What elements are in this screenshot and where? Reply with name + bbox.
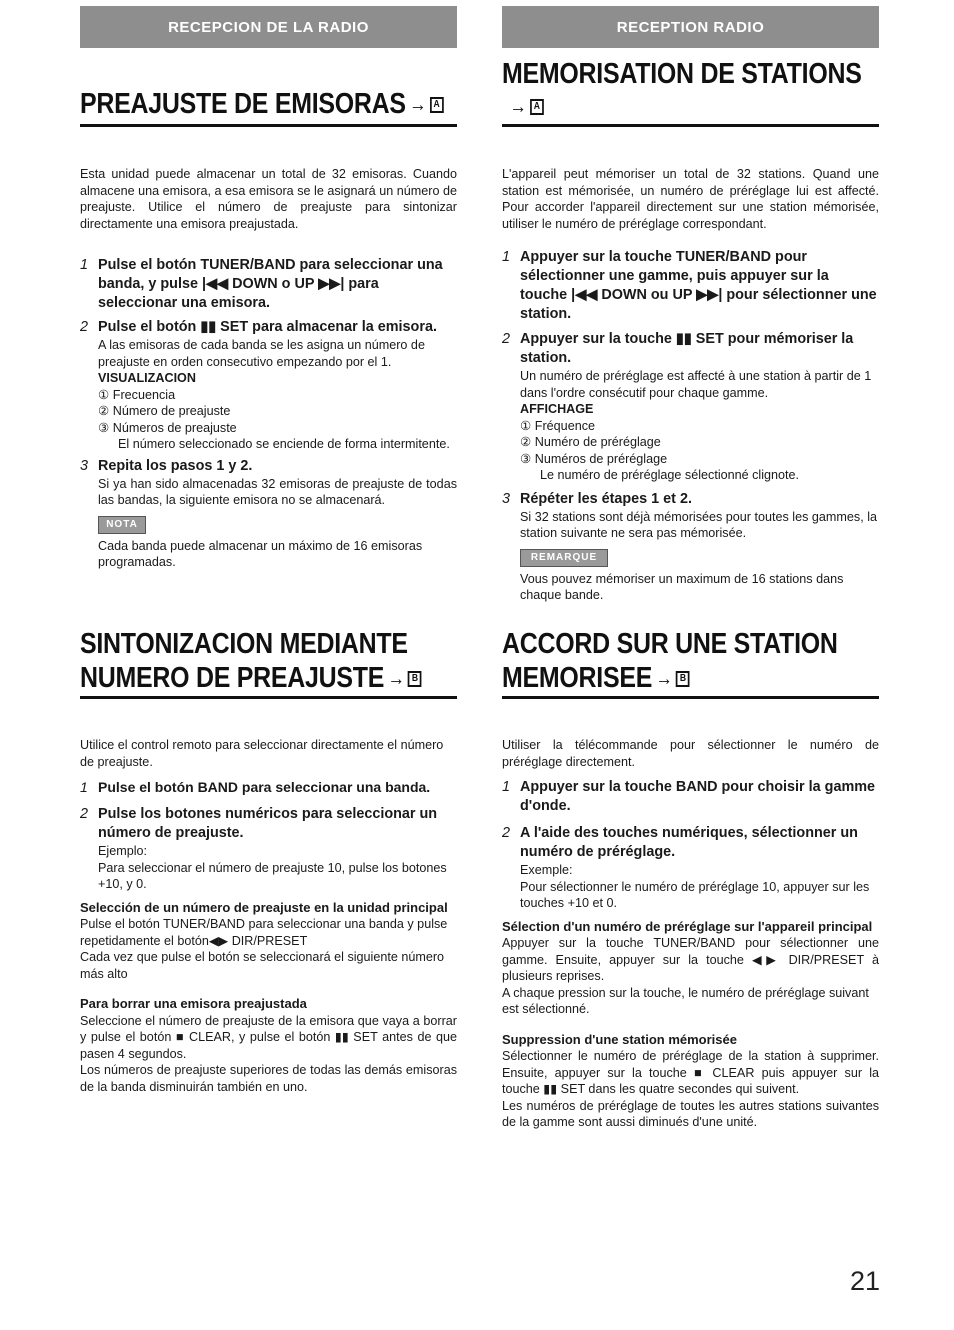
step-text: Pulse el botón ▮▮ SET para almacenar la emisora. [98, 319, 437, 335]
step-description: Si ya han sido almacenadas 32 emisoras de preajuste de todas las bandas, la siguiente emisora no se almacenará. [98, 476, 457, 507]
subheading: Selección de un número de preajuste en la unidad principal [80, 899, 448, 915]
banner-text: RECEPCION DE LA RADIO [168, 18, 369, 36]
arrow-icon: → [387, 668, 405, 691]
heading-text: MEMORISATION DE STATIONS [502, 58, 862, 90]
arrow-icon: → [655, 668, 673, 691]
heading-text: PREAJUSTE DE EMISORAS [80, 88, 406, 120]
display-item: ② Numéro de préréglage [520, 435, 661, 449]
step-description: A las emisoras de cada banda se les asigna un número de preajuste en orden consecutivo empezando por el 1. [98, 338, 425, 369]
step-number: 3 [502, 490, 511, 507]
intro-paragraph: Esta unidad puede almacenar un total de 32 emisoras. Cuando almacene una emisora, a esa emisora se le asignará un número de preajuste. Utilice el número de preajuste para sintonizar directamente una emisora preajustada. [80, 167, 457, 231]
arrow-icon: → [409, 94, 427, 117]
intro-paragraph: Utilice el control remoto para seleccionar directamente el número de preajuste. [80, 738, 444, 769]
paragraph: Appuyer sur la touche TUNER/BAND pour sélectionner une gamme. Ensuite, appuyer sur la touche ◀▶ DIR/PRESET à plusieurs reprises. [502, 936, 879, 983]
heading-memorisation-ref [506, 90, 544, 123]
display-item: ③ Números de preajuste [98, 420, 237, 435]
figure-ref-badge: A [530, 99, 544, 115]
example-text: Para seleccionar el número de preajuste 10, pulse los botones +10, y 0. [98, 860, 447, 891]
heading-text: SINTONIZACION MEDIANTE [80, 628, 408, 660]
banner-text: RECEPTION RADIO [616, 18, 765, 36]
arrow-icon: → [509, 96, 527, 119]
example-text: Pour sélectionner le numéro de préréglage 10, appuyer sur les touches +10 et 0. [520, 879, 870, 910]
heading-memorisation [502, 58, 862, 90]
step-1 [502, 778, 879, 816]
heading-text: ACCORD SUR UNE STATION [502, 628, 838, 660]
paragraph: Les numéros de préréglage de toutes les autres stations suivantes de la gamme sont aussi diminués d'une unité. [502, 1098, 879, 1129]
step-1 [502, 248, 879, 324]
paragraph: Seleccione el número de preajuste de la emisora que vaya a borrar y pulse el botón ■ CLEAR, y pulse el botón ▮▮ SET antes de que pasen 4 segundos. [80, 1013, 457, 1061]
step-2 [502, 330, 879, 368]
step-number: 1 [502, 249, 511, 265]
step-text: Pulse el botón BAND para seleccionar una banda. [98, 779, 431, 795]
note-label: NOTA [98, 516, 146, 534]
display-item: ③ Numéros de préréglage [520, 451, 668, 466]
fr-section2-body [502, 737, 879, 1131]
display-item: ② Número de preajuste [98, 404, 231, 418]
paragraph: Sélectionner le numéro de préréglage de la station à supprimer. Ensuite, appuyer sur la touche ■ CLEAR puis appuyer sur la touche ▮▮ SET dans les quatre secondes qui suivent. [502, 1049, 879, 1096]
subheading: Sélection d'un numéro de préréglage sur l'appareil principal [502, 918, 873, 934]
step-1 [80, 256, 457, 313]
fr-section1-body [502, 166, 879, 604]
display-item: ① Fréquence [520, 418, 595, 433]
step-text: Pulse los botones numéricos para seleccionar un número de preajuste. [98, 806, 438, 841]
step-2 [80, 318, 457, 337]
heading-sintonizacion-line2 [80, 662, 422, 695]
figure-ref-badge: A [430, 97, 444, 113]
step-text: Appuyer sur la touche TUNER/BAND pour sélectionner une gamme, puis appuyer sur la touche |◀◀ DOWN ou UP ▶▶| pour sélectionner une station. [520, 249, 877, 322]
figure-ref-badge: B [408, 671, 422, 687]
section-banner-es [80, 6, 457, 48]
display-note: Le numéro de préréglage sélectionné clignote. [540, 468, 800, 482]
section-banner-fr [502, 6, 879, 48]
paragraph: A chaque pression sur la touche, le numéro de préréglage suivant est sélectionné. [502, 985, 869, 1016]
step-text: Répéter les étapes 1 et 2. [520, 490, 692, 507]
step-number: 1 [80, 779, 88, 795]
step-3 [80, 457, 457, 476]
step-3 [502, 490, 879, 509]
step-number: 2 [502, 331, 511, 347]
heading-sintonizacion [80, 628, 408, 660]
figure-ref-badge: B [676, 671, 690, 687]
step-text: Appuyer sur la touche ▮▮ SET pour mémoriser la station. [520, 331, 854, 366]
paragraph: Cada vez que pulse el botón se seleccionará el siguiente número más alto [80, 950, 445, 981]
step-1 [80, 778, 457, 797]
step-text: Repita los pasos 1 y 2. [98, 457, 253, 474]
step-number: 1 [502, 779, 511, 795]
step-text: A l'aide des touches numériques, sélectionner un numéro de préréglage. [520, 825, 858, 860]
step-number: 2 [80, 319, 89, 335]
display-item: ① Frecuencia [98, 387, 176, 402]
example-label: Exemple: [520, 863, 573, 877]
paragraph: Los números de preajuste superiores de todas las demás emisoras de la banda disminuirán también en uno. [80, 1063, 457, 1094]
step-2 [80, 805, 457, 843]
heading-rule [80, 124, 457, 127]
step-text: Appuyer sur la touche BAND pour choisir la gamme d'onde. [520, 779, 876, 814]
step-2 [502, 824, 879, 862]
heading-preajuste [80, 88, 443, 121]
heading-accord-line2 [502, 662, 690, 695]
subheading: Para borrar una emisora preajustada [80, 996, 307, 1011]
page-number: 21 [850, 1266, 881, 1296]
example-label: Ejemplo: [98, 844, 147, 858]
heading-rule [502, 696, 879, 699]
step-description: Un numéro de préréglage est affecté à une station à partir de 1 dans l'ordre consécutif pour chaque gamme. [520, 369, 872, 400]
subheading: Suppression d'une station mémorisée [502, 1031, 737, 1047]
display-label: AFFICHAGE [520, 402, 594, 416]
step-number: 1 [80, 257, 89, 273]
es-section1-body [80, 166, 457, 571]
step-number: 2 [80, 806, 89, 822]
heading-rule [80, 696, 457, 699]
es-section2-body [80, 737, 457, 1095]
step-text: Pulse el botón TUNER/BAND para seleccionar una banda, y pulse |◀◀ DOWN o UP ▶▶| para seleccionar una emisora. [98, 257, 443, 311]
heading-accord [502, 628, 838, 660]
note-text: Cada banda puede almacenar un máximo de 16 emisoras programadas. [98, 538, 423, 569]
heading-text: NUMERO DE PREAJUSTE [80, 662, 385, 694]
step-number: 3 [80, 457, 89, 474]
heading-text: MEMORISEE [502, 662, 653, 694]
display-label: VISUALIZACION [98, 371, 196, 385]
heading-rule [502, 124, 879, 127]
note-text: Vous pouvez mémoriser un maximum de 16 stations dans chaque bande. [520, 571, 844, 602]
intro-paragraph: Utiliser la télécommande pour sélectionner le numéro de préréglage directement. [502, 738, 879, 769]
note-label: REMARQUE [520, 549, 608, 567]
intro-paragraph: L'appareil peut mémoriser un total de 32 stations. Quand une station est mémorisée, un numéro de préréglage lui est affecté. Pour accorder l'appareil directement sur une station mémorisée, utiliser le numéro de préréglage correspondant. [502, 167, 879, 231]
display-note: El número seleccionado se enciende de forma intermitente. [118, 437, 450, 451]
step-description: Si 32 stations sont déjà mémorisées pour toutes les gammes, la station suivante ne sera pas mémorisée. [520, 509, 877, 540]
step-number: 2 [502, 825, 511, 841]
paragraph: Pulse el botón TUNER/BAND para seleccionar una banda y pulse repetidamente el botón◀▶ DIR/PRESET [80, 917, 448, 948]
